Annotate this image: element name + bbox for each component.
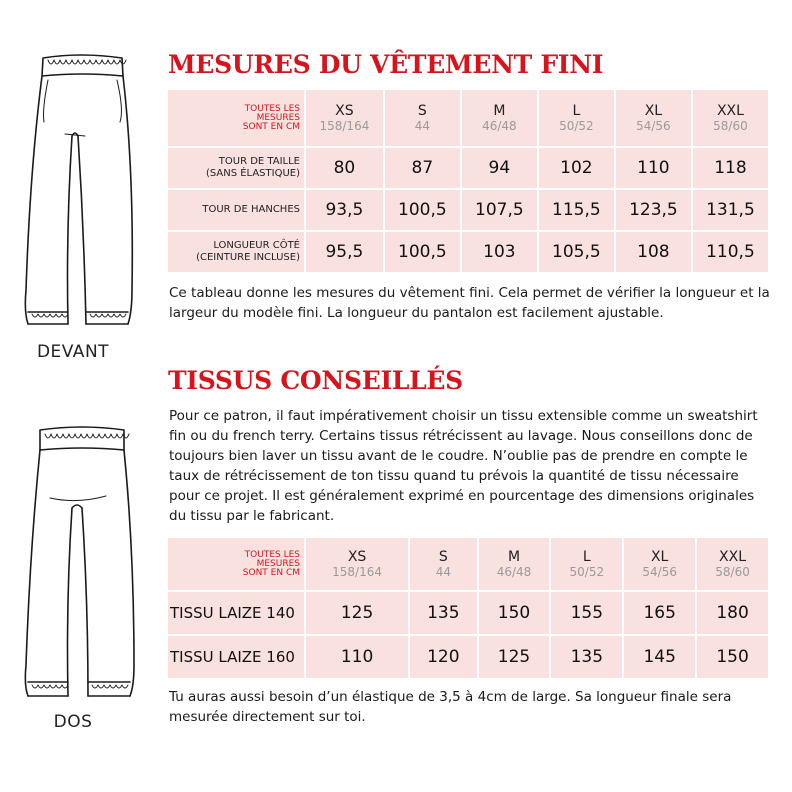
table-row [168,148,768,188]
size-header-xs: XS 158/164 [306,538,408,590]
value-cell: 165 [624,592,695,634]
trousers-front-illustration [10,50,145,340]
row-label-side-length: LONGUEUR CÔTÉ (CEINTURE INCLUSE) [168,232,304,272]
value-cell: 120 [410,636,476,678]
fabrics-header-row [168,538,768,590]
size-header-xxl: XXL 58/60 [693,90,768,146]
value-cell: 102 [539,148,614,188]
size-header-s: S 44 [385,90,460,146]
value-cell: 100,5 [385,232,460,272]
value-cell: 180 [697,592,768,634]
table-row [168,232,768,272]
size-header-xxl: XXL 58/60 [697,538,768,590]
table-row [168,636,768,678]
size-header-xl: XL 54/56 [616,90,691,146]
value-cell: 135 [551,636,622,678]
value-cell: 150 [479,592,550,634]
value-cell: 110 [306,636,408,678]
size-header-s: S 44 [410,538,476,590]
fabrics-title: TISSUS CONSEILLÉS [168,366,463,395]
fabrics-table [166,536,770,680]
value-cell: 110 [616,148,691,188]
value-cell: 108 [616,232,691,272]
back-label: DOS [53,712,93,732]
size-header-l: L 50/52 [539,90,614,146]
value-cell: 118 [693,148,768,188]
trousers-back-illustration [10,420,145,710]
size-header-xs: XS 158/164 [306,90,383,146]
value-cell: 145 [624,636,695,678]
measures-paragraph: Ce tableau donne les mesures du vêtement fini. Cela permet de vérifier la longueur et la largeur du modèle fini. La longueur du pantalon est facilement ajustable. [169,285,770,321]
table-row [168,592,768,634]
front-label: DEVANT [36,342,110,362]
value-cell: 95,5 [306,232,383,272]
value-cell: 94 [462,148,537,188]
row-label-hips: TOUR DE HANCHES [168,190,304,230]
value-cell: 155 [551,592,622,634]
value-cell: 80 [306,148,383,188]
value-cell: 105,5 [539,232,614,272]
value-cell: 125 [479,636,550,678]
table-row [168,190,768,230]
value-cell: 131,5 [693,190,768,230]
value-cell: 110,5 [693,232,768,272]
value-cell: 100,5 [385,190,460,230]
value-cell: 125 [306,592,408,634]
row-label-laize-140: TISSU LAIZE 140 [168,592,304,634]
value-cell: 107,5 [462,190,537,230]
measures-table [166,88,770,274]
value-cell: 103 [462,232,537,272]
row-label-waist: TOUR DE TAILLE (SANS ÉLASTIQUE) [168,148,304,188]
elastic-note: Tu auras aussi besoin d’un élastique de 3,5 à 4cm de large. Sa longueur finale sera mesurée directement sur toi. [169,689,732,725]
measures-title: MESURES DU VÊTEMENT FINI [168,50,604,79]
size-header-xl: XL 54/56 [624,538,695,590]
value-cell: 93,5 [306,190,383,230]
value-cell: 123,5 [616,190,691,230]
measures-header-row [168,90,768,146]
size-header-m: M 46/48 [462,90,537,146]
row-label-laize-160: TISSU LAIZE 160 [168,636,304,678]
size-header-l: L 50/52 [551,538,622,590]
size-header-m: M 46/48 [479,538,550,590]
value-cell: 87 [385,148,460,188]
value-cell: 135 [410,592,476,634]
units-note: TOUTES LES MESURES SONT EN CM [168,538,304,590]
value-cell: 150 [697,636,768,678]
value-cell: 115,5 [539,190,614,230]
fabrics-paragraph: Pour ce patron, il faut impérativement choisir un tissu extensible comme un sweatshirt fin ou du french terry. Certains tissus rétrécissent au lavage. Nous conseillons donc de toujours bien laver un tissu avant de le coudre. N’oublie pas de prendre en compte le taux de rétrécissement de ton tissu quand tu prévois la quantité de tissu nécessaire pour ce projet. Il est généralement exprimé en pourcentage des dimensions originales du tissu par le fabricant. [169,408,758,524]
units-note: TOUTES LES MESURES SONT EN CM [168,90,304,146]
